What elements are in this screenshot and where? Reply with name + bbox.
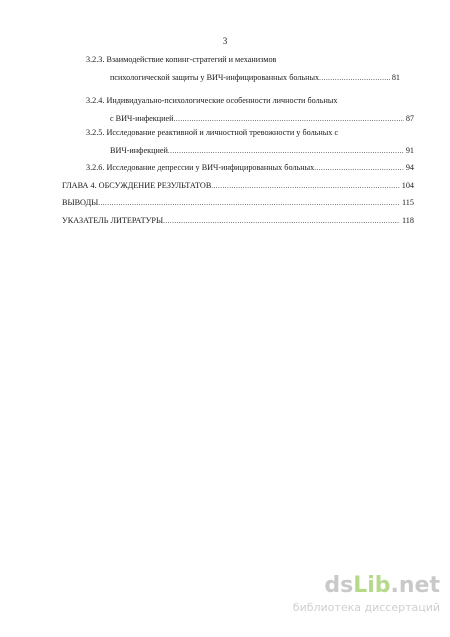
logo-suffix: .net [390,573,440,598]
toc-entry-text: психологической защиты у ВИЧ-инфицированных больных [110,73,320,82]
toc-entry-3-2-3-title: 3.2.3. Взаимодействие копинг-стратегий и механизмов [86,55,277,64]
toc-entry-chapter-4[interactable] [62,181,414,191]
toc-entry-conclusions[interactable] [62,198,414,208]
dot-leader [168,146,404,156]
toc-page-number: 115 [402,198,414,207]
logo-middle: Lib [353,573,391,598]
toc-entry-3-2-6[interactable] [86,163,414,173]
dot-leader [174,114,404,124]
toc-page-number: 94 [405,163,414,172]
dslib-watermark [292,573,440,621]
toc-entry-text: ГЛАВА 4. ОБСУЖДЕНИЕ РЕЗУЛЬТАТОВ [62,181,212,190]
toc-entry-3-2-3[interactable] [110,73,400,83]
toc-entry-text: 3.2.6. Исследование депрессии у ВИЧ-инфицированных больных [86,163,315,172]
toc-page-number: 81 [391,73,400,82]
page-number: 3 [222,36,228,46]
toc-page-number: 91 [405,146,414,155]
toc-entry-text: ВЫВОДЫ [62,198,99,207]
toc-page-number: 87 [405,114,414,123]
toc-entry-3-2-5[interactable] [110,146,414,156]
toc-entry-text: ВИЧ-инфекцией [110,146,168,155]
dslib-logo [324,573,440,598]
watermark-caption: библиотека диссертаций [292,601,440,614]
dot-leader [211,181,399,191]
toc-entry-3-2-4[interactable] [110,114,414,124]
dot-leader [319,73,390,83]
toc-entry-3-2-4-title: 3.2.4. Индивидуально-психологические особенности личности больных [86,96,338,105]
toc-entry-3-2-5-title: 3.2.5. Исследование реактивной и личностной тревожности у больных с [86,128,339,137]
toc-page-number: 104 [401,181,414,190]
dot-leader [98,198,400,208]
toc-page-number: 118 [402,216,414,225]
logo-prefix: ds [324,573,354,598]
toc-entry-text: УКАЗАТЕЛЬ ЛИТЕРАТУРЫ [62,216,164,225]
dot-leader [163,216,400,226]
toc-entry-references[interactable] [62,216,414,226]
toc-entry-text: с ВИЧ-инфекцией [110,114,174,123]
dot-leader [314,163,404,173]
